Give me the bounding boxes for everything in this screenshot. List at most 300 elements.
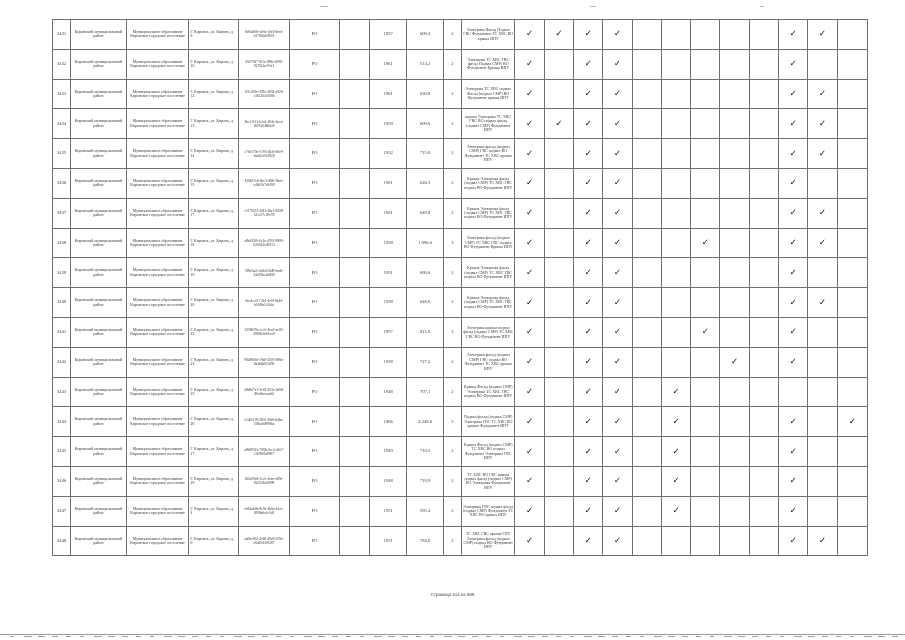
work-check-cell xyxy=(603,317,632,347)
work-check-cell xyxy=(720,288,749,318)
house-guid-cell: 4b32f9e4-3c2c-4eee-a89e-8235c8a0f099 xyxy=(238,466,290,496)
scan-dash xyxy=(10,636,14,637)
floors-cell: 2 xyxy=(443,496,461,526)
table-row xyxy=(53,377,868,407)
scan-dash xyxy=(598,636,605,637)
work-check-cell xyxy=(808,347,837,377)
planned-works-cell: Крыша Электрика фасад (подвал СМР) ТС ХВС ГВС подвал ВО Фундамент ИПУ xyxy=(461,168,515,198)
house-guid-cell: 23ff7307-9f1e-498e-b990-927f62ec93e1 xyxy=(238,49,290,79)
check-mark-icon: ✓ xyxy=(818,29,826,40)
work-check-cell xyxy=(837,109,867,139)
district-cell: Кировский муниципальный район xyxy=(71,258,127,288)
table-row xyxy=(53,317,868,347)
work-check-cell xyxy=(632,258,661,288)
house-type-cell: FO xyxy=(290,20,339,50)
work-check-cell xyxy=(837,49,867,79)
work-check-cell xyxy=(749,526,778,556)
work-check-cell xyxy=(779,79,808,109)
owner-cell: Муниципальное образование Кировское городское поселение xyxy=(126,466,189,496)
work-check-cell xyxy=(808,496,837,526)
row-number-cell: 3436 xyxy=(53,168,71,198)
work-check-cell xyxy=(544,288,573,318)
check-mark-icon: ✓ xyxy=(818,535,826,546)
floors-cell: 2 xyxy=(443,466,461,496)
work-check-cell xyxy=(691,258,720,288)
table-row xyxy=(53,139,868,169)
build-year-cell: 1958 xyxy=(370,288,407,318)
check-mark-icon: ✓ xyxy=(584,416,592,427)
check-mark-icon: ✓ xyxy=(789,208,797,219)
work-check-cell xyxy=(515,347,544,377)
floors-cell: 2 xyxy=(443,20,461,50)
owner-cell: Муниципальное образование Кировское городское поселение xyxy=(126,407,189,437)
check-mark-icon: ✓ xyxy=(584,267,592,278)
area-cell: 609,4 xyxy=(407,20,443,50)
check-mark-icon: ✓ xyxy=(848,416,856,427)
check-mark-icon: ✓ xyxy=(818,148,826,159)
table-row xyxy=(53,168,868,198)
work-check-cell xyxy=(749,139,778,169)
empty-cell xyxy=(339,377,369,407)
house-type-cell: FO xyxy=(290,228,339,258)
work-check-cell xyxy=(603,407,632,437)
house-guid-cell: 436b37cb-8ec3-49df-9bee-e4661b7e9499 xyxy=(238,168,290,198)
table-row xyxy=(53,20,868,50)
scan-dash xyxy=(332,636,338,637)
check-mark-icon: ✓ xyxy=(672,386,680,397)
owner-cell: Муниципальное образование Кировское городское поселение xyxy=(126,109,189,139)
scan-dash xyxy=(52,636,58,637)
work-check-cell xyxy=(515,526,544,556)
scan-dash xyxy=(430,636,434,637)
house-guid-cell: 98d49f6d-19a0-4505-b98a-8a4b8a0f3d50 xyxy=(238,347,290,377)
build-year-cell: 1961 xyxy=(370,198,407,228)
work-check-cell xyxy=(808,20,837,50)
house-guid-cell: 6e84a68e-2e9c-4fe4-8ee4-e57f6bdc8691 xyxy=(238,20,290,50)
work-check-cell xyxy=(544,437,573,467)
house-type-cell: FO xyxy=(290,288,339,318)
work-check-cell xyxy=(691,288,720,318)
row-number-cell: 3431 xyxy=(53,20,71,50)
work-check-cell xyxy=(837,198,867,228)
work-check-cell xyxy=(515,79,544,109)
work-check-cell xyxy=(544,228,573,258)
planned-works-cell: Электрика ТС ХВС подвал Фасад (подвал СМР) ВО Фундамент крыша ИПУ xyxy=(461,79,515,109)
work-check-cell xyxy=(691,109,720,139)
check-mark-icon: ✓ xyxy=(613,416,622,427)
work-check-cell xyxy=(691,20,720,50)
scan-dash xyxy=(822,636,828,637)
row-number-cell: 3437 xyxy=(53,198,71,228)
house-type-cell: FO xyxy=(290,139,339,169)
scan-dash xyxy=(220,636,224,637)
check-mark-icon: ✓ xyxy=(584,148,592,159)
work-check-cell xyxy=(574,198,603,228)
work-check-cell xyxy=(632,466,661,496)
work-check-cell xyxy=(749,109,778,139)
table-row xyxy=(53,258,868,288)
address-cell: Г. Кировск, ул. Кирова, д. 15 xyxy=(189,168,238,198)
work-check-cell xyxy=(779,526,808,556)
work-check-cell xyxy=(544,79,573,109)
planned-works-cell: ТС ХВС ГВС крыша ГПУ Электрика фасад (подвал СМР) подвал ВО Фундамент ИПУ xyxy=(461,526,515,556)
work-check-cell xyxy=(603,109,632,139)
check-mark-icon: ✓ xyxy=(526,118,534,129)
check-mark-icon: ✓ xyxy=(613,446,622,457)
work-check-cell xyxy=(720,347,749,377)
address-cell: Г. Кировск, ул. Кирова, д. 6 xyxy=(189,526,238,556)
work-check-cell xyxy=(749,228,778,258)
table-row xyxy=(53,526,868,556)
work-check-cell xyxy=(720,526,749,556)
owner-cell: Муниципальное образование Кировское городское поселение xyxy=(126,317,189,347)
work-check-cell xyxy=(779,288,808,318)
empty-cell xyxy=(339,258,369,288)
table-row xyxy=(53,228,868,258)
scan-dash xyxy=(402,636,408,637)
work-check-cell xyxy=(661,109,690,139)
check-mark-icon: ✓ xyxy=(613,357,622,368)
work-check-cell xyxy=(749,377,778,407)
check-mark-icon: ✓ xyxy=(818,237,826,248)
work-check-cell xyxy=(544,109,573,139)
area-cell: 784,0 xyxy=(407,526,443,556)
work-check-cell xyxy=(808,258,837,288)
work-check-cell xyxy=(603,139,632,169)
work-check-cell xyxy=(720,20,749,50)
district-cell: Кировский муниципальный район xyxy=(71,228,127,258)
work-check-cell xyxy=(749,407,778,437)
check-mark-icon: ✓ xyxy=(789,476,797,487)
build-year-cell: 1949 xyxy=(370,437,407,467)
check-mark-icon: ✓ xyxy=(789,446,797,457)
table-row xyxy=(53,496,868,526)
address-cell: Г. Кировск, ул. Кирова, д. 29 xyxy=(189,466,238,496)
work-check-cell xyxy=(544,407,573,437)
scan-dash xyxy=(276,636,281,637)
work-check-cell xyxy=(808,466,837,496)
check-mark-icon: ✓ xyxy=(526,237,534,248)
work-check-cell xyxy=(661,198,690,228)
build-year-cell: 1961 xyxy=(370,168,407,198)
work-check-cell xyxy=(574,496,603,526)
check-mark-icon: ✓ xyxy=(526,208,534,219)
check-mark-icon: ✓ xyxy=(526,476,534,487)
scan-dash xyxy=(94,636,102,637)
work-check-cell xyxy=(574,377,603,407)
planned-works-cell: Электрика фасад (подвал СМР) ГВС подвал ВО Фундамент ТС ХВС крыша ИПУ xyxy=(461,139,515,169)
work-check-cell xyxy=(603,466,632,496)
row-number-cell: 3433 xyxy=(53,79,71,109)
scan-dash xyxy=(724,636,732,637)
check-mark-icon: ✓ xyxy=(789,357,797,368)
work-check-cell xyxy=(661,407,690,437)
work-check-cell xyxy=(574,49,603,79)
row-number-cell: 3432 xyxy=(53,49,71,79)
check-mark-icon: ✓ xyxy=(789,535,797,546)
check-mark-icon: ✓ xyxy=(613,506,622,517)
work-check-cell xyxy=(837,377,867,407)
check-mark-icon: ✓ xyxy=(701,327,709,338)
owner-cell: Муниципальное образование Кировское городское поселение xyxy=(126,347,189,377)
house-guid-cell: 1f5c250e-478e-4934-a92b-c4612b4c5b9b xyxy=(238,79,290,109)
work-check-cell xyxy=(837,466,867,496)
check-mark-icon: ✓ xyxy=(789,88,797,99)
district-cell: Кировский муниципальный район xyxy=(71,20,127,50)
address-cell: Г. Кировск, ул. Кирова, д. 27 xyxy=(189,437,238,467)
row-number-cell: 3443 xyxy=(53,377,71,407)
work-check-cell xyxy=(720,317,749,347)
area-cell: 815,9 xyxy=(407,317,443,347)
floors-cell: 2 xyxy=(443,198,461,228)
scan-dash xyxy=(192,636,198,637)
work-check-cell xyxy=(603,437,632,467)
work-check-cell xyxy=(632,407,661,437)
work-check-cell xyxy=(691,526,720,556)
address-cell: Г. Кировск, ул. Кирова, д. 10 xyxy=(189,49,238,79)
work-check-cell xyxy=(837,168,867,198)
work-check-cell xyxy=(837,496,867,526)
address-cell: Г. Кировск, ул. Кирова, д. 9 xyxy=(189,20,238,50)
owner-cell: Муниципальное образование Кировское городское поселение xyxy=(126,168,189,198)
scan-dash xyxy=(766,636,771,637)
owner-cell: Муниципальное образование Кировское городское поселение xyxy=(126,198,189,228)
work-check-cell xyxy=(779,377,808,407)
check-mark-icon: ✓ xyxy=(701,237,709,248)
work-check-cell xyxy=(632,49,661,79)
check-mark-icon: ✓ xyxy=(789,237,797,248)
work-check-cell xyxy=(837,79,867,109)
check-mark-icon: ✓ xyxy=(613,386,622,397)
check-mark-icon: ✓ xyxy=(613,267,622,278)
area-cell: 690,6 xyxy=(407,258,443,288)
check-mark-icon: ✓ xyxy=(613,297,622,308)
area-cell: 4 248,6 xyxy=(407,407,443,437)
work-check-cell xyxy=(515,109,544,139)
check-mark-icon: ✓ xyxy=(613,178,622,189)
build-year-cell: 1957 xyxy=(370,317,407,347)
work-check-cell xyxy=(720,496,749,526)
scan-dash xyxy=(374,636,382,637)
work-check-cell xyxy=(779,347,808,377)
work-check-cell xyxy=(574,437,603,467)
work-check-cell xyxy=(544,20,573,50)
row-number-cell: 3446 xyxy=(53,466,71,496)
scan-dash xyxy=(360,636,364,637)
work-check-cell xyxy=(808,228,837,258)
work-check-cell xyxy=(661,49,690,79)
build-year-cell: 1948 xyxy=(370,466,407,496)
work-check-cell xyxy=(720,407,749,437)
area-cell: 595,4 xyxy=(407,496,443,526)
scan-dash xyxy=(626,636,631,637)
check-mark-icon: ✓ xyxy=(789,148,797,159)
work-check-cell xyxy=(720,377,749,407)
check-mark-icon: ✓ xyxy=(526,148,534,159)
planned-works-cell: Электрика ГВС подвал фасад (подвал СМР) Фундамент ТС ХВС ВО крыша ИПУ xyxy=(461,496,515,526)
scan-dash xyxy=(570,636,574,637)
work-check-cell xyxy=(779,466,808,496)
work-check-cell xyxy=(574,168,603,198)
scan-dash xyxy=(262,636,268,637)
work-check-cell xyxy=(749,258,778,288)
floors-cell: 5 xyxy=(443,407,461,437)
scan-dash xyxy=(556,636,561,637)
work-check-cell xyxy=(808,407,837,437)
row-number-cell: 3445 xyxy=(53,437,71,467)
planned-works-cell: Электрика крыша подвал фасад (подвал СМР) ТС ХВС ГВС ВО Фундамент ИПУ xyxy=(461,317,515,347)
row-number-cell: 3439 xyxy=(53,258,71,288)
check-mark-icon: ✓ xyxy=(731,357,739,368)
scan-dash xyxy=(290,636,294,637)
scan-dash xyxy=(122,636,128,637)
district-cell: Кировский муниципальный район xyxy=(71,347,127,377)
build-year-cell: 1948 xyxy=(370,377,407,407)
check-mark-icon: ✓ xyxy=(526,59,534,70)
work-check-cell xyxy=(632,437,661,467)
area-cell: 514,2 xyxy=(407,49,443,79)
address-cell: Г. Кировск, ул. Кирова, д. 4 xyxy=(189,496,238,526)
work-check-cell xyxy=(661,437,690,467)
work-check-cell xyxy=(603,288,632,318)
work-check-cell xyxy=(632,139,661,169)
address-cell: Г. Кировск, ул. Кирова, д. 22 xyxy=(189,317,238,347)
work-check-cell xyxy=(574,258,603,288)
house-guid-cell: 7d8e5a2c-a6bd-4fd9-bea0-34d53bc2dd98 xyxy=(238,258,290,288)
work-check-cell xyxy=(544,317,573,347)
page-footer: Страница 414 из 689 xyxy=(430,592,475,597)
floors-cell: 2 xyxy=(443,377,461,407)
work-check-cell xyxy=(779,258,808,288)
house-type-cell: FO xyxy=(290,258,339,288)
house-guid-cell: e1a0f118-28c0-40e6-bdba-3f3ba6d990ba xyxy=(238,407,290,437)
check-mark-icon: ✓ xyxy=(526,267,534,278)
scan-dash xyxy=(234,636,242,637)
scan-dash xyxy=(472,636,478,637)
check-mark-icon: ✓ xyxy=(584,535,592,546)
check-mark-icon: ✓ xyxy=(584,118,592,129)
work-check-cell xyxy=(779,109,808,139)
work-check-cell xyxy=(632,526,661,556)
scan-dash xyxy=(752,636,758,637)
work-check-cell xyxy=(691,168,720,198)
owner-cell: Муниципальное образование Кировское городское поселение xyxy=(126,288,189,318)
scan-dash xyxy=(136,636,141,637)
work-check-cell xyxy=(574,407,603,437)
work-check-cell xyxy=(574,347,603,377)
row-number-cell: 3448 xyxy=(53,526,71,556)
work-check-cell xyxy=(515,258,544,288)
empty-cell xyxy=(339,20,369,50)
work-check-cell xyxy=(720,198,749,228)
house-guid-cell: a9b8d7a1-5c83-453e-9e68-49cdbcecaa62 xyxy=(238,377,290,407)
work-check-cell xyxy=(603,198,632,228)
scan-dash xyxy=(346,636,351,637)
work-check-cell xyxy=(837,347,867,377)
check-mark-icon: ✓ xyxy=(584,297,592,308)
check-mark-icon: ✓ xyxy=(789,327,797,338)
work-check-cell xyxy=(808,526,837,556)
house-type-cell: FO xyxy=(290,317,339,347)
area-cell: 710,5 xyxy=(407,437,443,467)
work-check-cell xyxy=(808,109,837,139)
check-mark-icon: ✓ xyxy=(613,88,622,99)
owner-cell: Муниципальное образование Кировское городское поселение xyxy=(126,437,189,467)
work-check-cell xyxy=(808,139,837,169)
scan-dash xyxy=(654,636,662,637)
work-check-cell xyxy=(661,139,690,169)
work-check-cell xyxy=(632,347,661,377)
district-cell: Кировский муниципальный район xyxy=(71,79,127,109)
district-cell: Кировский муниципальный район xyxy=(71,377,127,407)
scan-dash xyxy=(24,636,32,637)
planned-works-cell: Крыша Фасад (подвал СМР) Электрика ТС ХВС ГВС подвал ВО Фундамент ИПУ xyxy=(461,377,515,407)
work-check-cell xyxy=(837,317,867,347)
work-check-cell xyxy=(749,347,778,377)
empty-cell xyxy=(339,288,369,318)
work-check-cell xyxy=(632,168,661,198)
check-mark-icon: ✓ xyxy=(789,416,797,427)
work-check-cell xyxy=(632,288,661,318)
work-check-cell xyxy=(632,228,661,258)
build-year-cell: 1951 xyxy=(370,258,407,288)
empty-cell xyxy=(339,526,369,556)
work-check-cell xyxy=(574,20,603,50)
work-check-cell xyxy=(837,526,867,556)
work-check-cell xyxy=(632,496,661,526)
table-row xyxy=(53,49,868,79)
scan-dash xyxy=(416,636,421,637)
check-mark-icon: ✓ xyxy=(526,297,534,308)
work-check-cell xyxy=(574,317,603,347)
house-guid-cell: 4bc13f12-b2a2-404e-bcca-fb0336480da9 xyxy=(238,109,290,139)
floors-cell: 3 xyxy=(443,228,461,258)
row-number-cell: 3434 xyxy=(53,109,71,139)
work-check-cell xyxy=(603,377,632,407)
check-mark-icon: ✓ xyxy=(584,446,592,457)
check-mark-icon: ✓ xyxy=(613,237,622,248)
work-check-cell xyxy=(661,228,690,258)
table-row xyxy=(53,466,868,496)
check-mark-icon: ✓ xyxy=(672,506,680,517)
check-mark-icon: ✓ xyxy=(789,297,797,308)
address-cell: Г. Кировск, ул. Кирова, д. 13 xyxy=(189,109,238,139)
work-check-cell xyxy=(544,139,573,169)
work-check-cell xyxy=(661,288,690,318)
district-cell: Кировский муниципальный район xyxy=(71,437,127,467)
build-year-cell: 1951 xyxy=(370,496,407,526)
work-check-cell xyxy=(515,466,544,496)
work-check-cell xyxy=(720,258,749,288)
work-check-cell xyxy=(691,496,720,526)
address-cell: Г. Кировск, ул. Кирова, д. 19 xyxy=(189,258,238,288)
scan-dash xyxy=(388,636,395,637)
scan-dash xyxy=(444,636,452,637)
build-year-cell: 1959 xyxy=(370,109,407,139)
check-mark-icon: ✓ xyxy=(526,178,534,189)
check-mark-icon: ✓ xyxy=(584,237,592,248)
work-check-cell xyxy=(691,198,720,228)
work-check-cell xyxy=(691,228,720,258)
empty-cell xyxy=(339,109,369,139)
work-check-cell xyxy=(691,317,720,347)
work-check-cell xyxy=(779,139,808,169)
build-year-cell: 1951 xyxy=(370,526,407,556)
check-mark-icon: ✓ xyxy=(789,506,797,517)
work-check-cell xyxy=(632,198,661,228)
scan-dash xyxy=(206,636,211,637)
work-check-cell xyxy=(544,49,573,79)
